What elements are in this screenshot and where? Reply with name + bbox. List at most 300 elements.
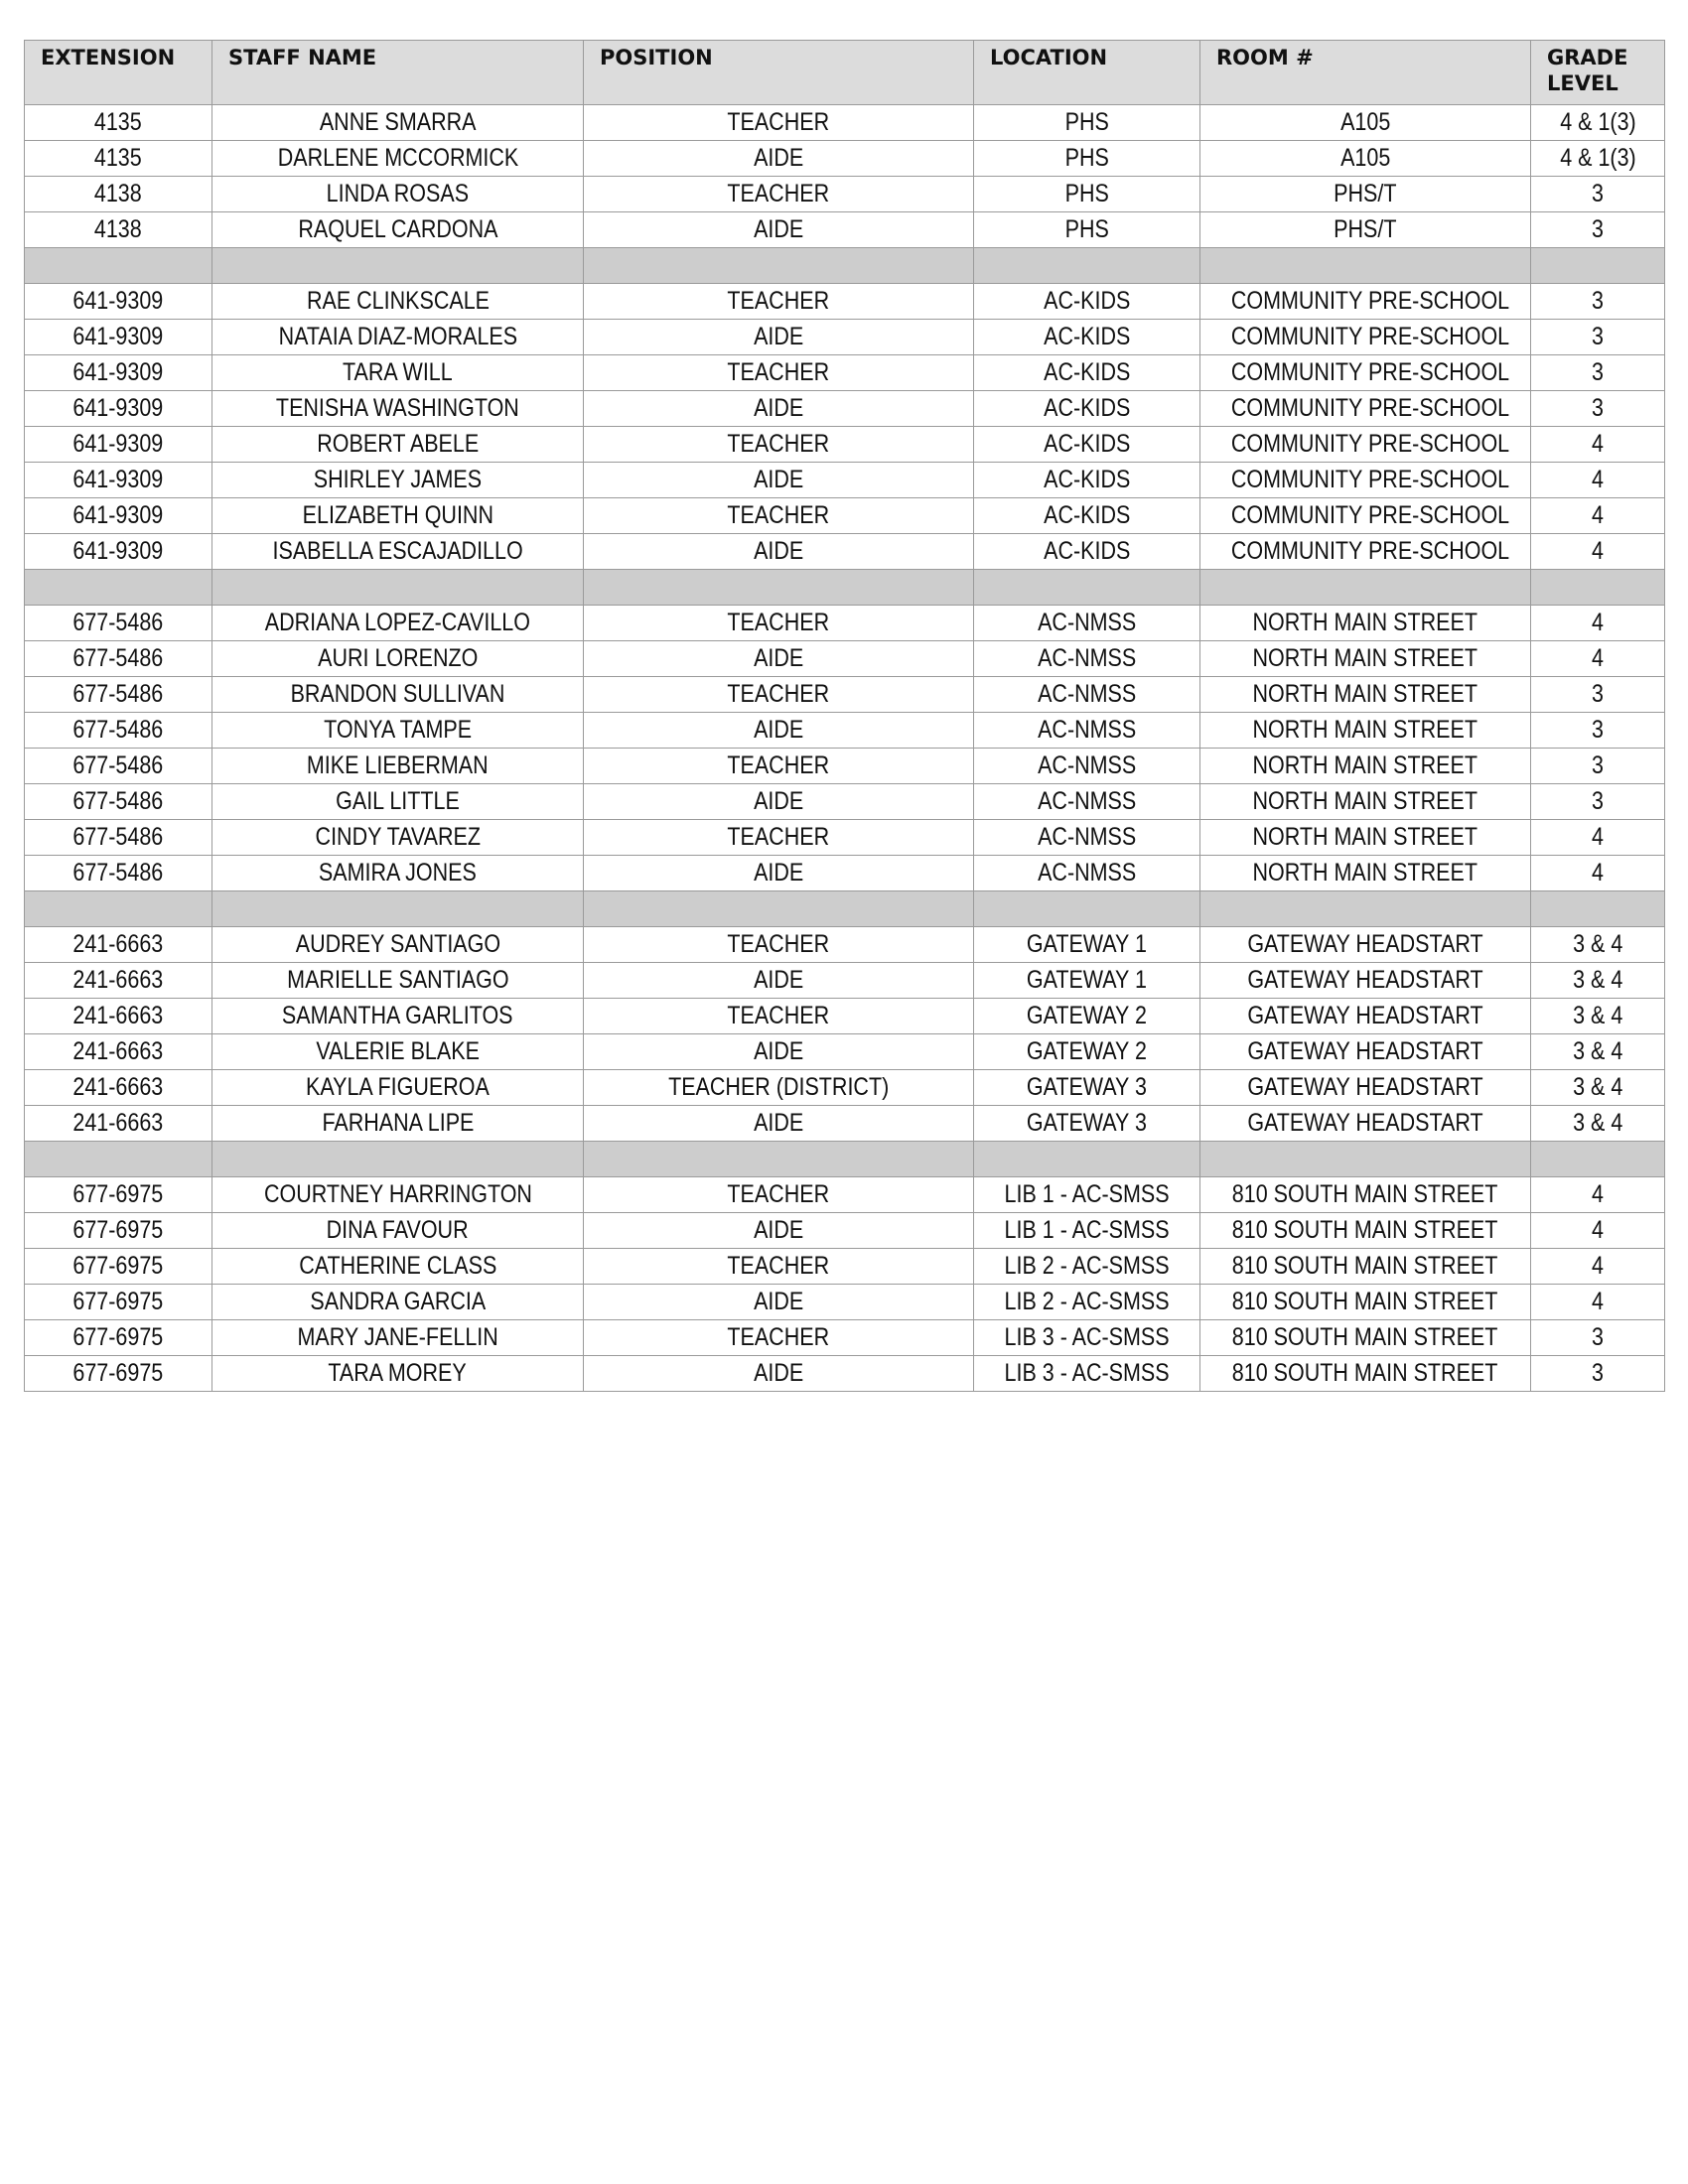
cell-text: AC-KIDS [1043,323,1131,350]
location-cell [974,355,1200,391]
cell-text: 3 [1592,716,1604,744]
extension-cell [25,1356,212,1392]
cell-text: GATEWAY 1 [1026,966,1148,994]
cell-text: AIDE [753,966,804,994]
position-cell [584,498,974,534]
position-cell [584,1070,974,1106]
position-cell [584,784,974,820]
cell-text: 641-9309 [72,501,164,529]
cell-text: 810 SOUTH MAIN STREET [1232,1359,1498,1387]
staff-name-cell [212,927,584,963]
position-cell [584,606,974,641]
cell-text: 641-9309 [72,287,164,315]
staff-name-cell [212,820,584,856]
room-cell [1200,534,1531,570]
extension-cell [25,1106,212,1142]
position-cell [584,713,974,749]
cell-text: ISABELLA ESCAJADILLO [272,537,523,565]
cell-text: COMMUNITY PRE-SCHOOL [1230,466,1510,493]
location-cell [974,105,1200,141]
extension-cell [25,1213,212,1249]
grade-level-cell [1531,963,1665,999]
cell-text: 677-5486 [72,609,164,636]
cell-text: TEACHER [727,358,830,386]
position-cell [584,534,974,570]
grade-level-cell [1531,784,1665,820]
cell-text: GATEWAY 3 [1026,1073,1148,1101]
extension-cell [25,856,212,891]
cell-text: TARA WILL [343,358,453,386]
separator-cell [1200,891,1531,927]
room-cell [1200,927,1531,963]
grade-level-cell [1531,606,1665,641]
cell-text: ELIZABETH QUINN [302,501,493,529]
table-row [25,1070,1665,1106]
table-row [25,177,1665,212]
cell-text: AC-NMSS [1037,859,1137,887]
room-cell [1200,212,1531,248]
cell-text: TEACHER [727,108,830,136]
separator-cell [974,248,1200,284]
location-cell [974,749,1200,784]
separator-cell [1531,570,1665,606]
cell-text: PHS [1064,215,1109,243]
extension-cell [25,963,212,999]
room-cell [1200,391,1531,427]
cell-text: AUDREY SANTIAGO [295,930,500,958]
cell-text: NATAIA DIAZ-MORALES [278,323,517,350]
cell-text: 677-6975 [72,1216,164,1244]
separator-cell [974,891,1200,927]
location-cell [974,391,1200,427]
position-cell [584,391,974,427]
grade-level-cell [1531,856,1665,891]
room-cell [1200,141,1531,177]
staff-name-cell [212,999,584,1034]
cell-text: BRANDON SULLIVAN [290,680,505,708]
grade-level-cell [1531,641,1665,677]
location-cell [974,1106,1200,1142]
position-cell [584,320,974,355]
cell-text: GAIL LITTLE [336,787,460,815]
cell-text: TEACHER [727,430,830,458]
extension-cell [25,713,212,749]
table-row [25,355,1665,391]
grade-level-cell [1531,105,1665,141]
position-cell [584,1034,974,1070]
cell-text: 4138 [94,180,142,207]
cell-text: GATEWAY HEADSTART [1247,1002,1483,1029]
col-header-staff-name: STAFF NAME [212,41,584,105]
staff-name-cell [212,784,584,820]
staff-name-cell [212,1034,584,1070]
grade-level-cell [1531,677,1665,713]
cell-text: 3 [1592,1359,1604,1387]
location-cell [974,606,1200,641]
staff-name-cell [212,749,584,784]
cell-text: LIB 3 - AC-SMSS [1004,1323,1170,1351]
room-cell [1200,713,1531,749]
cell-text: AIDE [753,716,804,744]
cell-text: TEACHER [727,609,830,636]
location-cell [974,1177,1200,1213]
cell-text: AC-KIDS [1043,466,1131,493]
cell-text: COMMUNITY PRE-SCHOOL [1230,394,1510,422]
cell-text: TEACHER [727,1180,830,1208]
location-cell [974,427,1200,463]
cell-text: 4 [1592,823,1604,851]
cell-text: 4135 [94,144,142,172]
table-row [25,320,1665,355]
cell-text: 4 [1592,859,1604,887]
position-cell [584,641,974,677]
position-cell [584,355,974,391]
grade-level-cell [1531,284,1665,320]
cell-text: 4 [1592,430,1604,458]
cell-text: 677-5486 [72,859,164,887]
cell-text: 4138 [94,215,142,243]
location-cell [974,1070,1200,1106]
grade-level-cell [1531,212,1665,248]
cell-text: 641-9309 [72,323,164,350]
cell-text: AIDE [753,394,804,422]
cell-text: TEACHER [727,287,830,315]
cell-text: AC-NMSS [1037,823,1137,851]
grade-level-cell [1531,427,1665,463]
grade-level-cell [1531,463,1665,498]
room-cell [1200,1285,1531,1320]
cell-text: AC-KIDS [1043,430,1131,458]
extension-cell [25,427,212,463]
position-cell [584,963,974,999]
staff-name-cell [212,641,584,677]
grade-level-cell [1531,927,1665,963]
position-cell [584,427,974,463]
cell-text: 677-6975 [72,1252,164,1280]
grade-level-cell [1531,534,1665,570]
cell-text: SAMANTHA GARLITOS [282,1002,513,1029]
cell-text: 641-9309 [72,466,164,493]
cell-text: GATEWAY HEADSTART [1247,1109,1483,1137]
cell-text: A105 [1339,108,1391,136]
cell-text: CINDY TAVAREZ [315,823,481,851]
cell-text: PHS/T [1334,215,1397,243]
position-cell [584,212,974,248]
staff-name-cell [212,463,584,498]
cell-text: TEACHER [727,180,830,207]
room-cell [1200,498,1531,534]
cell-text: LINDA ROSAS [326,180,470,207]
cell-text: 4 [1592,644,1604,672]
cell-text: AIDE [753,1288,804,1315]
position-cell [584,141,974,177]
cell-text: MIKE LIEBERMAN [307,751,489,779]
cell-text: 677-6975 [72,1323,164,1351]
group-separator-row [25,570,1665,606]
table-row [25,927,1665,963]
cell-text: 677-5486 [72,680,164,708]
cell-text: 810 SOUTH MAIN STREET [1232,1323,1498,1351]
cell-text: 3 [1592,394,1604,422]
separator-cell [1531,248,1665,284]
grade-level-cell [1531,320,1665,355]
location-cell [974,963,1200,999]
separator-cell [212,1142,584,1177]
extension-cell [25,355,212,391]
cell-text: LIB 1 - AC-SMSS [1004,1180,1170,1208]
table-row [25,749,1665,784]
extension-cell [25,606,212,641]
cell-text: 241-6663 [72,966,164,994]
grade-level-cell [1531,1249,1665,1285]
cell-text: AURI LORENZO [317,644,479,672]
table-row [25,1034,1665,1070]
extension-cell [25,677,212,713]
room-cell [1200,606,1531,641]
cell-text: GATEWAY 2 [1026,1002,1148,1029]
staff-table [24,40,1665,1392]
cell-text: DINA FAVOUR [327,1216,469,1244]
position-cell [584,749,974,784]
cell-text: 4 [1592,1252,1604,1280]
table-row [25,1285,1665,1320]
cell-text: AIDE [753,859,804,887]
extension-cell [25,1034,212,1070]
cell-text: NORTH MAIN STREET [1252,680,1478,708]
position-cell [584,1320,974,1356]
col-header-extension: EXTENSION [25,41,212,105]
location-cell [974,1320,1200,1356]
cell-text: 3 [1592,787,1604,815]
grade-level-cell [1531,141,1665,177]
cell-text: TEACHER [727,1323,830,1351]
grade-level-cell [1531,1320,1665,1356]
location-cell [974,856,1200,891]
separator-cell [212,891,584,927]
cell-text: RAQUEL CARDONA [297,215,498,243]
cell-text: AIDE [753,1109,804,1137]
cell-text: 677-6975 [72,1359,164,1387]
staff-name-cell [212,355,584,391]
cell-text: FARHANA LIPE [322,1109,474,1137]
staff-name-cell [212,141,584,177]
room-cell [1200,177,1531,212]
cell-text: PHS [1064,144,1109,172]
grade-level-cell [1531,1070,1665,1106]
cell-text: 241-6663 [72,1037,164,1065]
table-row [25,427,1665,463]
extension-cell [25,463,212,498]
extension-cell [25,1249,212,1285]
separator-cell [584,248,974,284]
cell-text: 677-5486 [72,787,164,815]
location-cell [974,320,1200,355]
cell-text: NORTH MAIN STREET [1252,823,1478,851]
staff-name-cell [212,427,584,463]
cell-text: LIB 1 - AC-SMSS [1004,1216,1170,1244]
extension-cell [25,1285,212,1320]
staff-name-cell [212,1070,584,1106]
cell-text: GATEWAY 2 [1026,1037,1148,1065]
cell-text: AC-NMSS [1037,609,1137,636]
staff-name-cell [212,713,584,749]
separator-cell [974,570,1200,606]
room-cell [1200,641,1531,677]
cell-text: 810 SOUTH MAIN STREET [1232,1252,1498,1280]
position-cell [584,463,974,498]
extension-cell [25,820,212,856]
cell-text: NORTH MAIN STREET [1252,716,1478,744]
cell-text: TEACHER [727,1252,830,1280]
room-cell [1200,1249,1531,1285]
cell-text: NORTH MAIN STREET [1252,644,1478,672]
cell-text: TEACHER [727,751,830,779]
cell-text: 3 & 4 [1572,1037,1623,1065]
grade-level-cell [1531,1106,1665,1142]
table-row [25,498,1665,534]
room-cell [1200,1213,1531,1249]
cell-text: COMMUNITY PRE-SCHOOL [1230,323,1510,350]
extension-cell [25,999,212,1034]
cell-text: LIB 2 - AC-SMSS [1004,1252,1170,1280]
cell-text: PHS/T [1334,180,1397,207]
cell-text: ROBERT ABELE [317,430,479,458]
position-cell [584,1356,974,1392]
cell-text: CATHERINE CLASS [298,1252,497,1280]
cell-text: COMMUNITY PRE-SCHOOL [1230,358,1510,386]
position-cell [584,1106,974,1142]
position-cell [584,1177,974,1213]
room-cell [1200,784,1531,820]
cell-text: VALERIE BLAKE [316,1037,480,1065]
separator-cell [584,1142,974,1177]
table-row [25,963,1665,999]
col-header-room: ROOM # [1200,41,1531,105]
cell-text: 3 & 4 [1572,966,1623,994]
extension-cell [25,391,212,427]
cell-text: AC-NMSS [1037,716,1137,744]
separator-cell [212,248,584,284]
cell-text: ANNE SMARRA [319,108,477,136]
cell-text: COMMUNITY PRE-SCHOOL [1230,430,1510,458]
table-row [25,534,1665,570]
staff-name-cell [212,534,584,570]
cell-text: 3 [1592,680,1604,708]
cell-text: LIB 3 - AC-SMSS [1004,1359,1170,1387]
cell-text: SANDRA GARCIA [310,1288,486,1315]
table-header-row [25,41,1665,105]
cell-text: 641-9309 [72,394,164,422]
cell-text: PHS [1064,180,1109,207]
staff-name-cell [212,1320,584,1356]
room-cell [1200,1320,1531,1356]
position-cell [584,927,974,963]
cell-text: 641-9309 [72,537,164,565]
col-header-grade-level: GRADE LEVEL [1531,41,1665,105]
separator-cell [1531,1142,1665,1177]
cell-text: PHS [1064,108,1109,136]
cell-text: SHIRLEY JAMES [313,466,483,493]
table-row [25,784,1665,820]
cell-text: COMMUNITY PRE-SCHOOL [1230,537,1510,565]
cell-text: NORTH MAIN STREET [1252,787,1478,815]
cell-text: MARIELLE SANTIAGO [286,966,509,994]
grade-level-cell [1531,999,1665,1034]
table-row [25,820,1665,856]
position-cell [584,1285,974,1320]
location-cell [974,677,1200,713]
cell-text: TEACHER [727,823,830,851]
grade-level-cell [1531,1285,1665,1320]
extension-cell [25,749,212,784]
location-cell [974,927,1200,963]
location-cell [974,463,1200,498]
cell-text: TEACHER [727,501,830,529]
separator-cell [584,891,974,927]
position-cell [584,999,974,1034]
cell-text: TEACHER (DISTRICT) [667,1073,890,1101]
cell-text: AC-NMSS [1037,644,1137,672]
staff-name-cell [212,212,584,248]
grade-level-cell [1531,713,1665,749]
staff-name-cell [212,606,584,641]
grade-level-cell [1531,355,1665,391]
extension-cell [25,498,212,534]
staff-name-cell [212,284,584,320]
cell-text: 3 & 4 [1572,1002,1623,1029]
table-row [25,391,1665,427]
table-row [25,1213,1665,1249]
extension-cell [25,1320,212,1356]
staff-name-cell [212,177,584,212]
table-row [25,713,1665,749]
cell-text: AC-KIDS [1043,358,1131,386]
cell-text: TARA MOREY [328,1359,468,1387]
col-header-position: POSITION [584,41,974,105]
cell-text: NORTH MAIN STREET [1252,751,1478,779]
cell-text: GATEWAY HEADSTART [1247,966,1483,994]
cell-text: AIDE [753,644,804,672]
table-row [25,1356,1665,1392]
staff-name-cell [212,391,584,427]
cell-text: AC-NMSS [1037,680,1137,708]
separator-cell [25,248,212,284]
room-cell [1200,355,1531,391]
extension-cell [25,927,212,963]
cell-text: AC-NMSS [1037,751,1137,779]
position-cell [584,856,974,891]
cell-text: RAE CLINKSCALE [306,287,490,315]
grade-level-cell [1531,177,1665,212]
cell-text: 4 [1592,537,1604,565]
cell-text: 4135 [94,108,142,136]
room-cell [1200,749,1531,784]
room-cell [1200,677,1531,713]
location-cell [974,1249,1200,1285]
cell-text: A105 [1339,144,1391,172]
location-cell [974,141,1200,177]
extension-cell [25,177,212,212]
room-cell [1200,999,1531,1034]
cell-text: 4 & 1(3) [1559,108,1636,136]
separator-cell [1200,570,1531,606]
cell-text: 3 [1592,287,1604,315]
separator-cell [212,570,584,606]
location-cell [974,641,1200,677]
cell-text: 677-6975 [72,1288,164,1315]
cell-text: MARY JANE-FELLIN [297,1323,498,1351]
group-separator-row [25,1142,1665,1177]
